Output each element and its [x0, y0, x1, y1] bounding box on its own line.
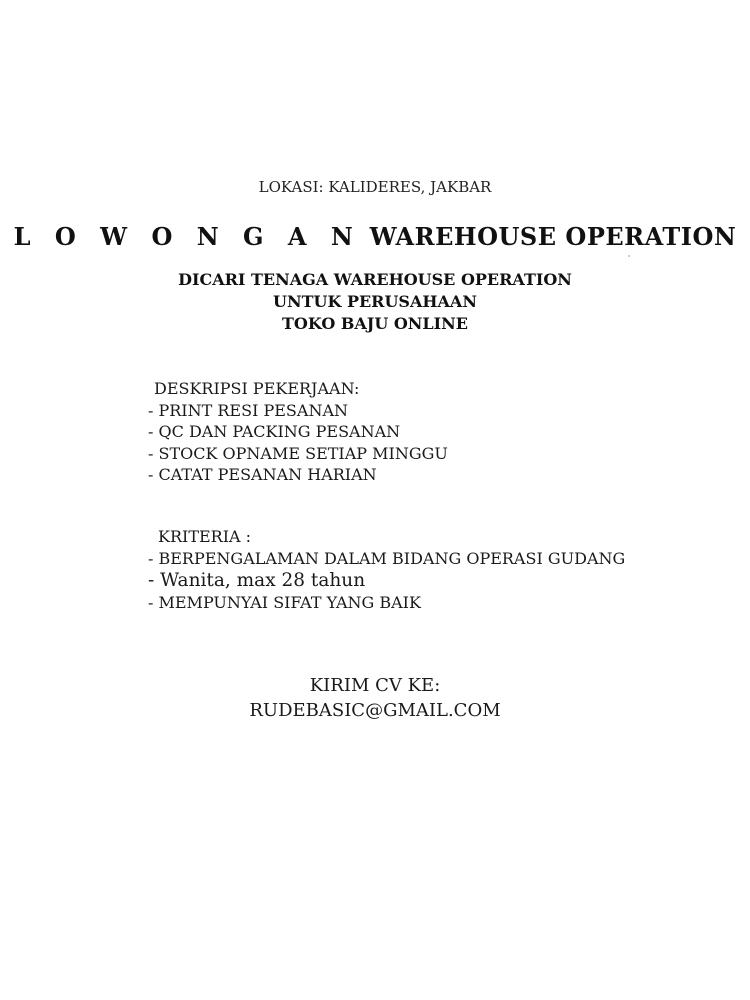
- criteria-heading: KRITERIA :: [158, 527, 252, 546]
- contact-instruction: KIRIM CV KE:: [309, 675, 441, 696]
- subtitle-line-1: DICARI TENAGA WAREHOUSE OPERATION: [178, 270, 572, 289]
- job-description-item: - PRINT RESI PESANAN: [148, 400, 348, 420]
- subtitle-line-3: TOKO BAJU ONLINE: [282, 314, 468, 333]
- job-description-heading: DESKRIPSI PEKERJAAN:: [154, 379, 360, 398]
- criteria-item: - BERPENGALAMAN DALAM BIDANG OPERASI GUDANG: [148, 548, 626, 568]
- job-description-item: - QC DAN PACKING PESANAN: [148, 422, 401, 441]
- contact-email: RUDEBASIC@GMAIL.COM: [249, 700, 501, 721]
- page-title: [0, 222, 750, 251]
- job-description-item: - CATAT PESANAN HARIAN: [148, 465, 377, 484]
- title-prefix: L O W O N G A N: [13, 222, 361, 251]
- location-text: LOKASI: KALIDERES, JAKBAR: [258, 178, 492, 196]
- criteria-item: - MEMPUNYAI SIFAT YANG BAIK: [148, 593, 421, 612]
- contact-section: [0, 673, 750, 723]
- subtitle: [0, 269, 750, 335]
- title-rest: WAREHOUSE OPERATION: [360, 222, 737, 251]
- subtitle-line-2: UNTUK PERUSAHAAN: [273, 292, 477, 311]
- job-description-section: [148, 378, 448, 486]
- criteria-section: [148, 526, 625, 614]
- job-description-item: - STOCK OPNAME SETIAP MINGGU: [148, 443, 448, 463]
- decorative-dot: [628, 255, 630, 257]
- criteria-item: - Wanita, max 28 tahun: [148, 570, 366, 591]
